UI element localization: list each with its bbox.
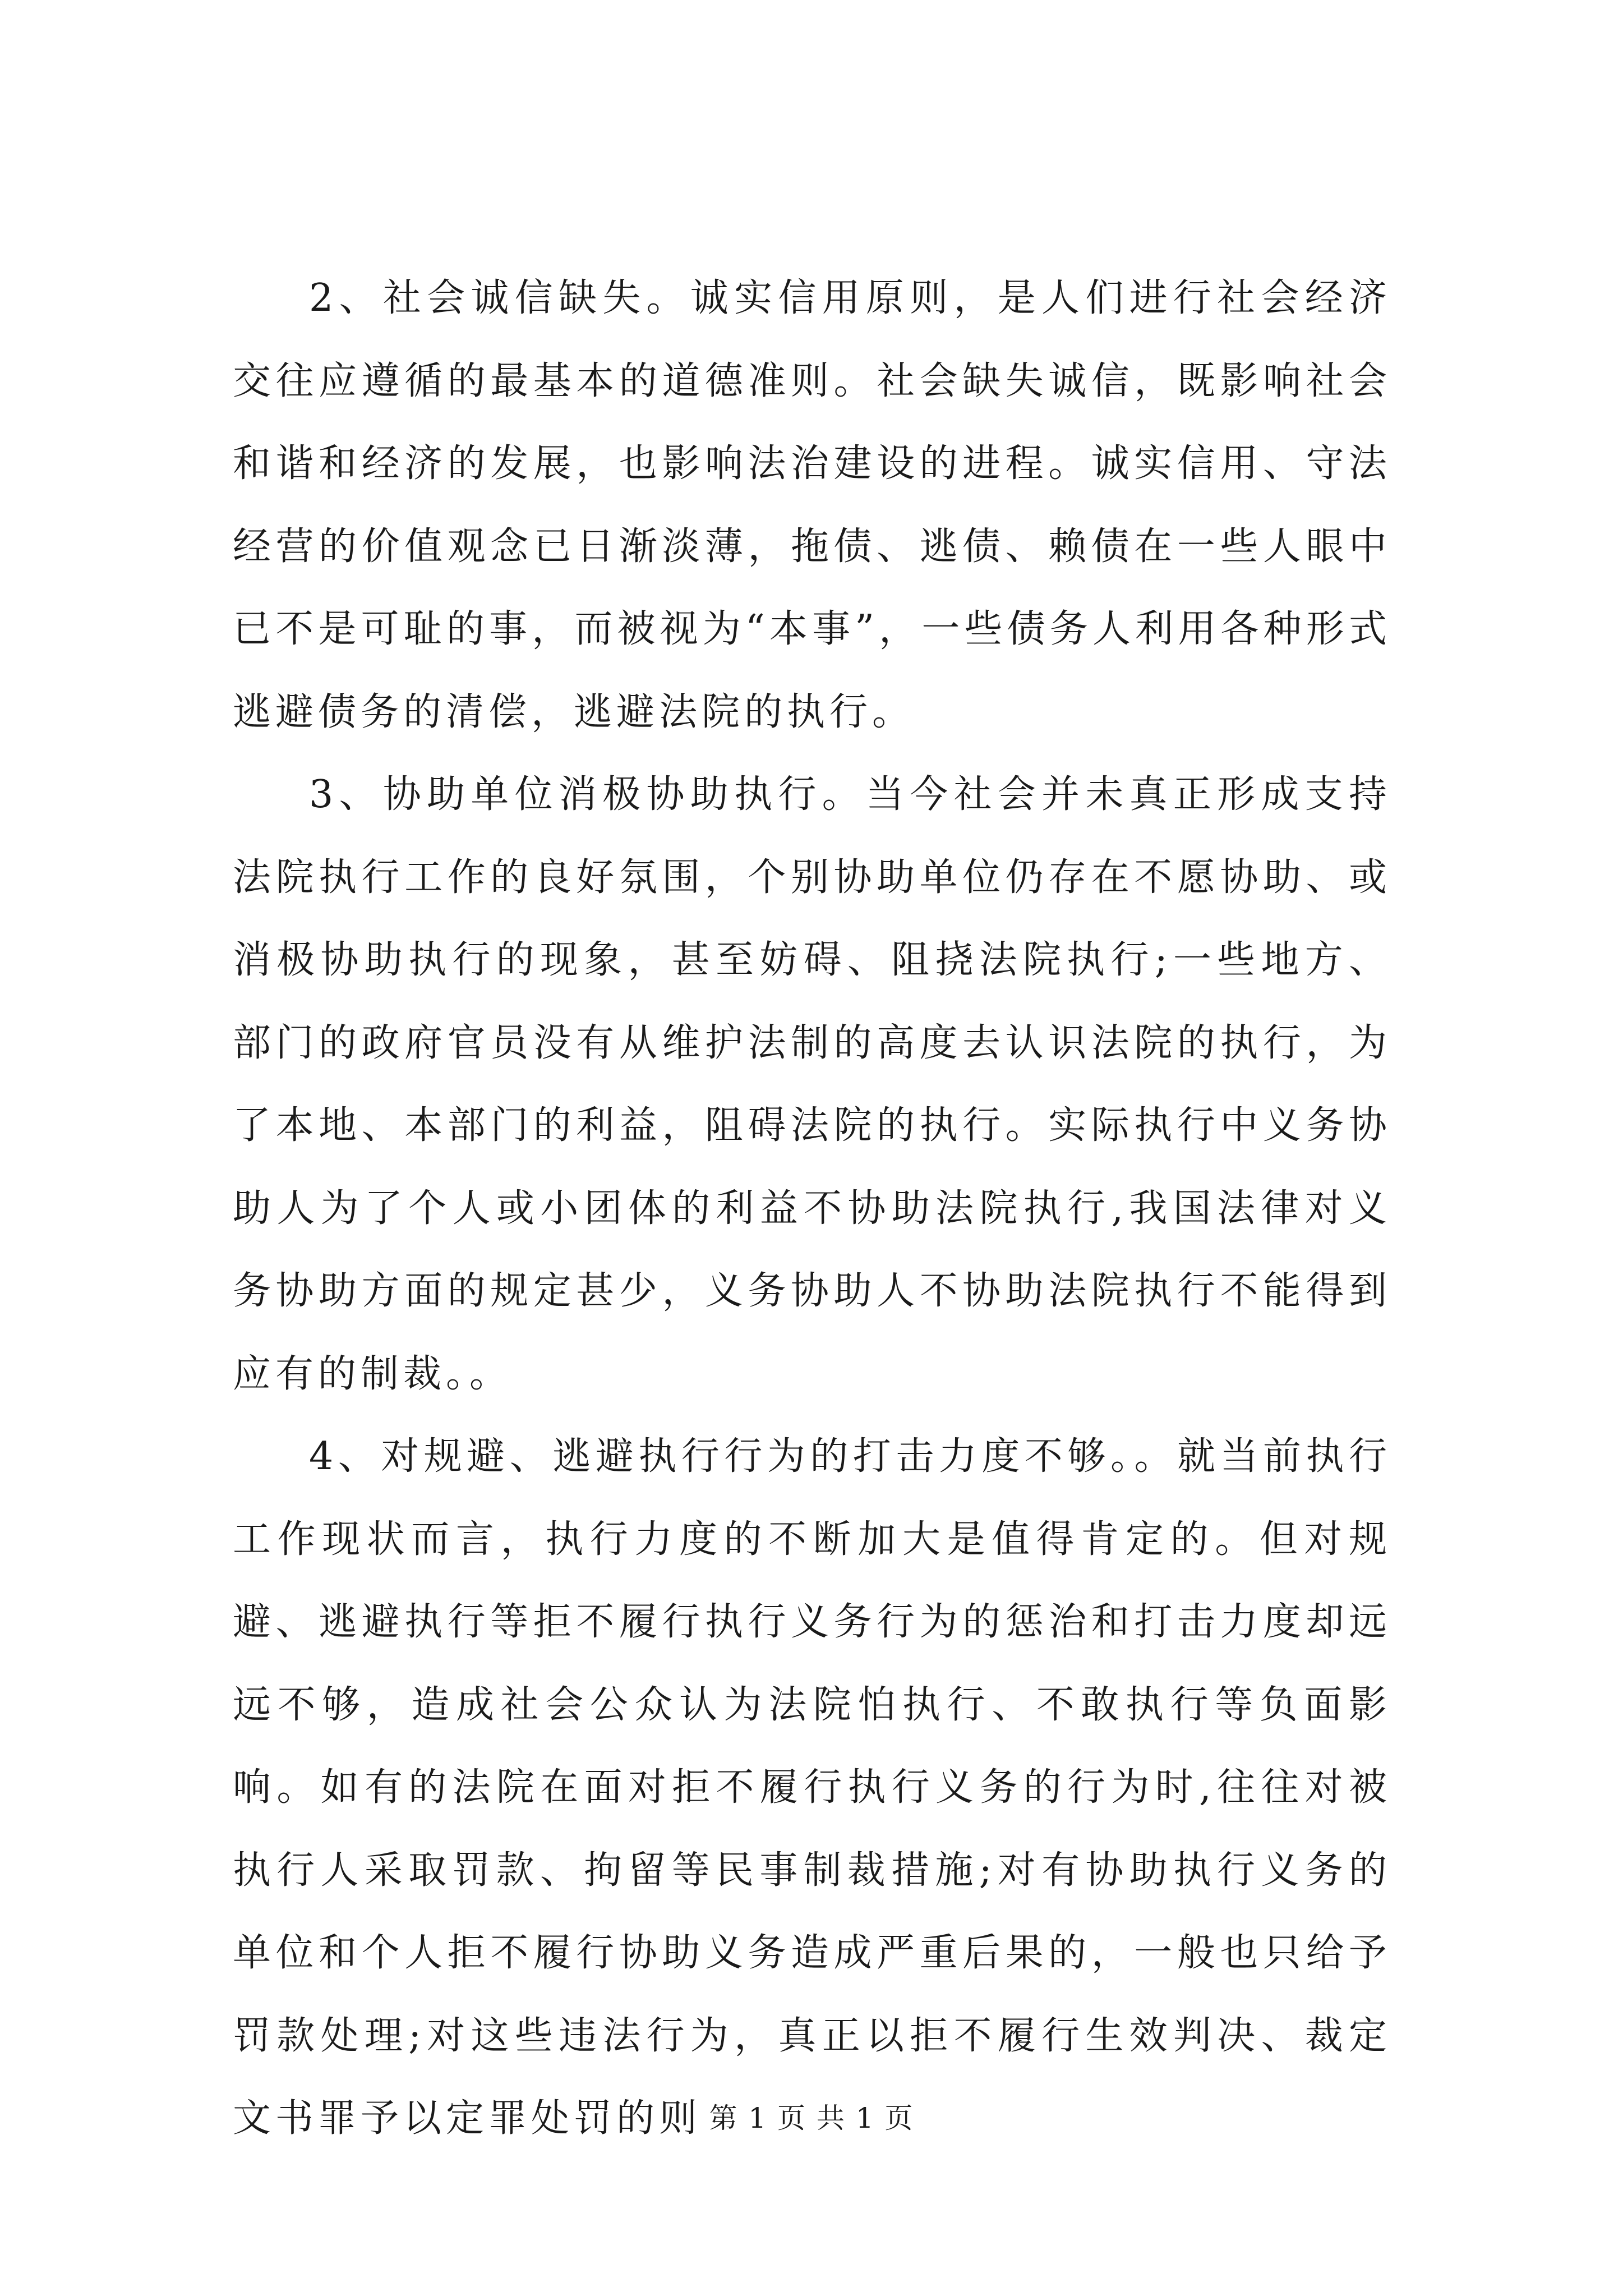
page-number-footer: 第 1 页 共 1 页 <box>709 2102 914 2134</box>
paragraph-social-credit: 2、社会诚信缺失。诚实信用原则，是人们进行社会经济交往应遵循的最基本的道德准则。社会缺失诚信，既影响社会和谐和经济的发展，也影响法治建设的进程。诚实信用、守法经营的价值观念已日渐淡薄，拖债、逃债、赖债在一些人眼中已不是可耻的事，而被视为“本事”，一些债务人利用各种形式逃避债务的清偿，逃避法院的执行。 <box>233 276 1391 734</box>
paragraph-evasion-enforcement: 4、对规避、逃避执行行为的打击力度不够。。就当前执行工作现状而言，执行力度的不断加大是值得肯定的。但对规避、逃避执行等拒不履行执行义务行为的惩治和打击力度却远远不够，造成社会公众认为法院怕执行、不敢执行等负面影响。如有的法院在面对拒不履行执行义务的行为时,往往对被执行人采取罚款、拘留等民事制裁措施;对有协助执行义务的单位和个人拒不履行协助义务造成严重后果的，一般也只给予罚款处理;对这些违法行为，真正以拒不履行生效判决、裁定文书罪予以定罪处罚的则 <box>233 1434 1391 2141</box>
document-body <box>233 257 1391 2160</box>
paragraph-assisting-units: 3、协助单位消极协助执行。当今社会并未真正形成支持法院执行工作的良好氛围，个别协助单位仍存在不愿协助、或消极协助执行的现象，甚至妨碍、阻挠法院执行;一些地方、部门的政府官员没有从维护法制的高度去认识法院的执行，为了本地、本部门的利益，阻碍法院的执行。实际执行中义务协助人为了个人或小团体的利益不协助法院执行,我国法律对义务协助方面的规定甚少，义务协助人不协助法院执行不能得到应有的制裁。。 <box>233 772 1391 1396</box>
